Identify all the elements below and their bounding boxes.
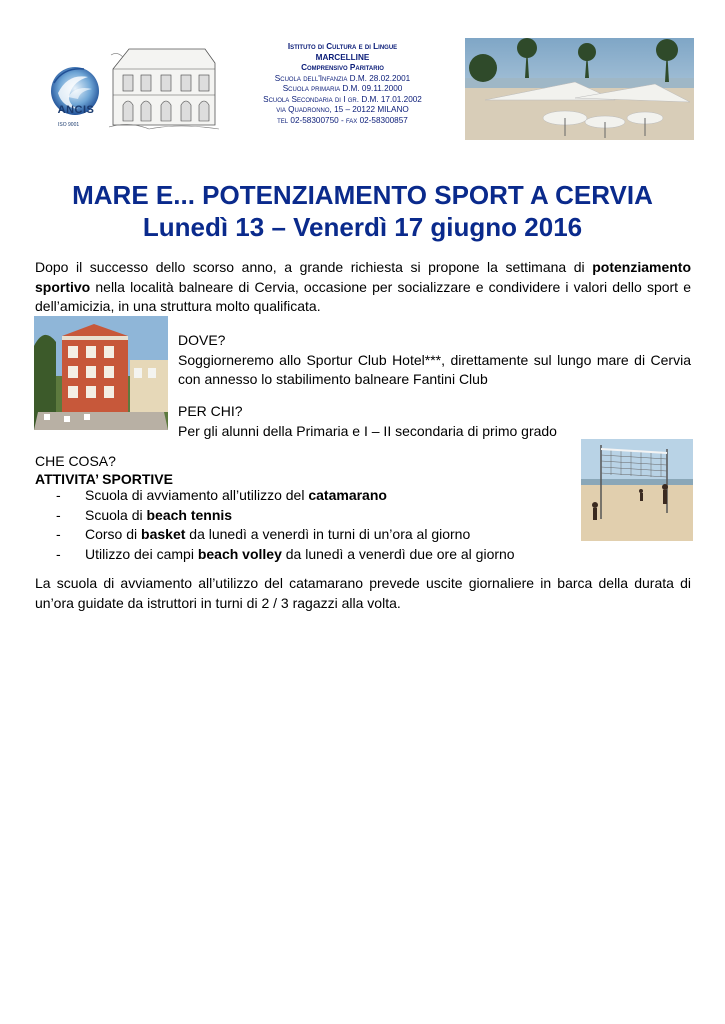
catamarano-paragraph: La scuola di avviamento all’utilizzo del catamarano prevede uscite giornaliere in barca della durata di un’ora guidate da istruttori in turni di 2 / 3 ragazzi alla volta.	[35, 575, 691, 611]
header-line-contacts: tel 02-58300750 - fax 02-58300857	[277, 115, 408, 125]
perchi-heading: PER CHI?	[178, 403, 243, 419]
list-item-text	[85, 486, 387, 506]
item-bold: beach tennis	[146, 506, 233, 523]
list-item	[56, 486, 387, 506]
item-pre: Scuola di	[85, 506, 147, 523]
header-line-institute: Istituto di Cultura e di Lingue	[287, 42, 398, 51]
header-line-infanzia: Scuola dell'Infanzia D.M. 28.02.2001	[274, 73, 411, 83]
section-per-chi	[178, 402, 691, 441]
list-bullet: -	[56, 545, 61, 562]
building-sketch-image	[109, 45, 219, 131]
attivita-sportive-heading: ATTIVITA’ SPORTIVE	[35, 471, 173, 487]
list-bullet: -	[56, 526, 61, 542]
item-pre: Utilizzo dei campi	[85, 545, 198, 562]
list-item	[56, 525, 471, 545]
page-subtitle-dates: Lunedì 13 – Venerdì 17 giugno 2016	[142, 212, 583, 242]
perchi-text: Per gli alunni della Primaria e I – II secondaria di primo grado	[178, 422, 557, 439]
list-bullet: -	[56, 506, 61, 523]
item-post: da lunedì a venerdì in turni di un’ora al giorno	[185, 526, 471, 542]
hotel-photo	[34, 316, 168, 430]
beach-volley-photo	[581, 439, 693, 541]
header-line-secondaria: Scuola Secondaria di I gr. D.M. 17.01.2002	[263, 94, 422, 104]
item-bold: catamarano	[308, 487, 387, 503]
intro-text-bold: potenziamento sportivo	[35, 259, 691, 295]
school-header	[220, 42, 465, 126]
dove-heading: DOVE?	[178, 332, 226, 348]
logo-name: ANCIS	[57, 104, 95, 116]
item-post: da lunedì a venerdì due ore al giorno	[281, 545, 515, 562]
list-item-text	[85, 525, 470, 545]
item-bold: beach volley	[197, 545, 282, 562]
checosa-heading: CHE COSA?	[35, 453, 116, 469]
item-bold: basket	[141, 526, 186, 542]
logo-iso: ISO 9001	[58, 122, 80, 128]
page-title: MARE E... POTENZIAMENTO SPORT A CERVIA	[72, 180, 653, 210]
item-pre: Scuola di avviamento all’utilizzo del	[85, 487, 309, 503]
list-bullet: -	[56, 487, 61, 503]
intro-paragraph	[35, 258, 691, 317]
intro-text-end: nella località balneare di Cervia, occasione per socializzare e condividere i valori dello sport e dell’amicizia, in una struttura molto qualificata.	[35, 278, 691, 314]
beach-resort-photo	[465, 38, 694, 140]
list-item	[56, 506, 233, 526]
header-line-address: via Quadronno, 15 – 20122 MILANO	[276, 105, 409, 114]
intro-text-start: Dopo il successo dello scorso anno, a grande richiesta si propone la settimana di	[35, 259, 593, 275]
activities-list	[56, 486, 515, 564]
dove-text: Soggiorneremo allo Sportur Club Hotel***, direttamente sul lungo mare di Cervia con annesso lo stabilimento balneare Fantini Club	[178, 351, 691, 387]
list-item	[56, 545, 515, 565]
list-item-text	[85, 545, 515, 565]
item-pre: Corso di	[85, 526, 142, 542]
header-line-type: Comprensivo Paritario	[301, 63, 384, 72]
section-dove	[178, 331, 691, 390]
list-item-text	[85, 506, 232, 526]
header-line-school-name: MARCELLINE	[315, 52, 370, 62]
header-line-primaria: Scuola primaria D.M. 09.11.2000	[282, 84, 403, 93]
